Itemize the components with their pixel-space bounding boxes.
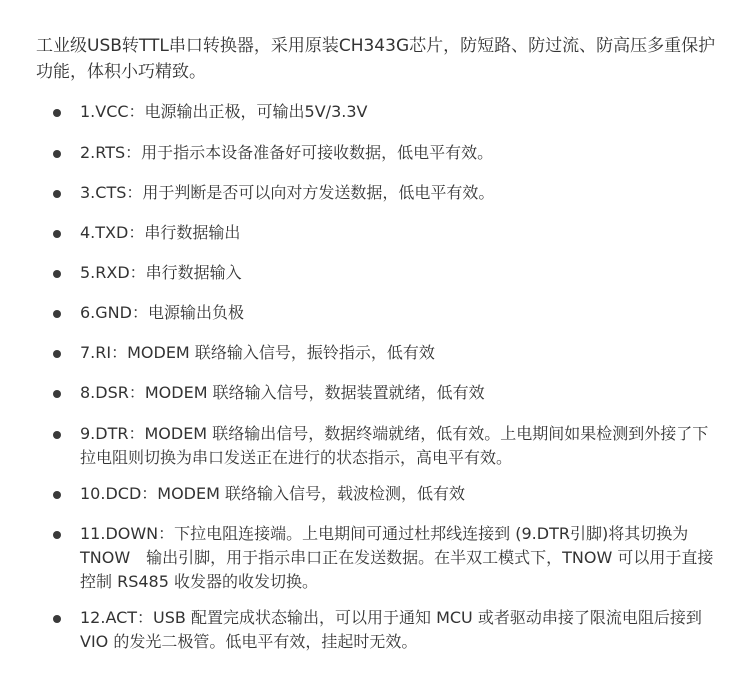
bullet-icon	[53, 109, 61, 117]
pin-text: 9.DTR：MODEM 联络输出信号，数据终端就绪，低有效。上电期间如果检测到外接了下拉电阻则切换为串口发送正在进行的状态指示，高电平有效。	[80, 424, 709, 467]
bullet-icon	[53, 310, 61, 318]
bullet-icon	[53, 150, 61, 158]
pin-text: 10.DCD：MODEM 联络输入信号，载波检测，低有效	[80, 484, 465, 503]
bullet-icon	[53, 615, 61, 623]
bullet-icon	[53, 350, 61, 358]
bullet-icon	[53, 270, 61, 278]
bullet-icon	[53, 190, 61, 198]
bullet-icon	[53, 491, 61, 499]
bullet-icon	[53, 390, 61, 398]
pin-text: 11.DOWN：下拉电阻连接端。上电期间可通过杜邦线连接到 (9.DTR引脚)将其切换为TNOW 输出引脚，用于指示串口正在发送数据。在半双工模式下，TNOW 可以用于直接控制 RS485 收发器的收发切换。	[80, 524, 714, 591]
intro-paragraph: 工业级USB转TTL串口转换器，采用原装CH343G芯片，防短路、防过流、防高压多重保护功能，体积小巧精致。	[36, 36, 716, 82]
pin-text: 5.RXD：串行数据输入	[80, 263, 242, 282]
pin-text: 12.ACT：USB 配置完成状态输出，可以用于通知 MCU 或者驱动串接了限流电阻后接到 VIO 的发光二极管。低电平有效，挂起时无效。	[80, 608, 702, 651]
bullet-icon	[53, 531, 61, 539]
pin-text: 7.RI：MODEM 联络输入信号，振铃指示，低有效	[80, 343, 435, 362]
pin-text: 1.VCC：电源输出正极，可输出5V/3.3V	[80, 102, 368, 121]
pin-text: 6.GND：电源输出负极	[80, 303, 244, 322]
bullet-icon	[53, 230, 61, 238]
pin-text: 3.CTS：用于判断是否可以向对方发送数据，低电平有效。	[80, 183, 495, 202]
pin-text: 4.TXD：串行数据输出	[80, 223, 241, 242]
pin-text: 8.DSR：MODEM 联络输入信号，数据装置就绪，低有效	[80, 383, 485, 402]
pin-text: 2.RTS：用于指示本设备准备好可接收数据，低电平有效。	[80, 143, 494, 162]
bullet-icon	[53, 431, 61, 439]
